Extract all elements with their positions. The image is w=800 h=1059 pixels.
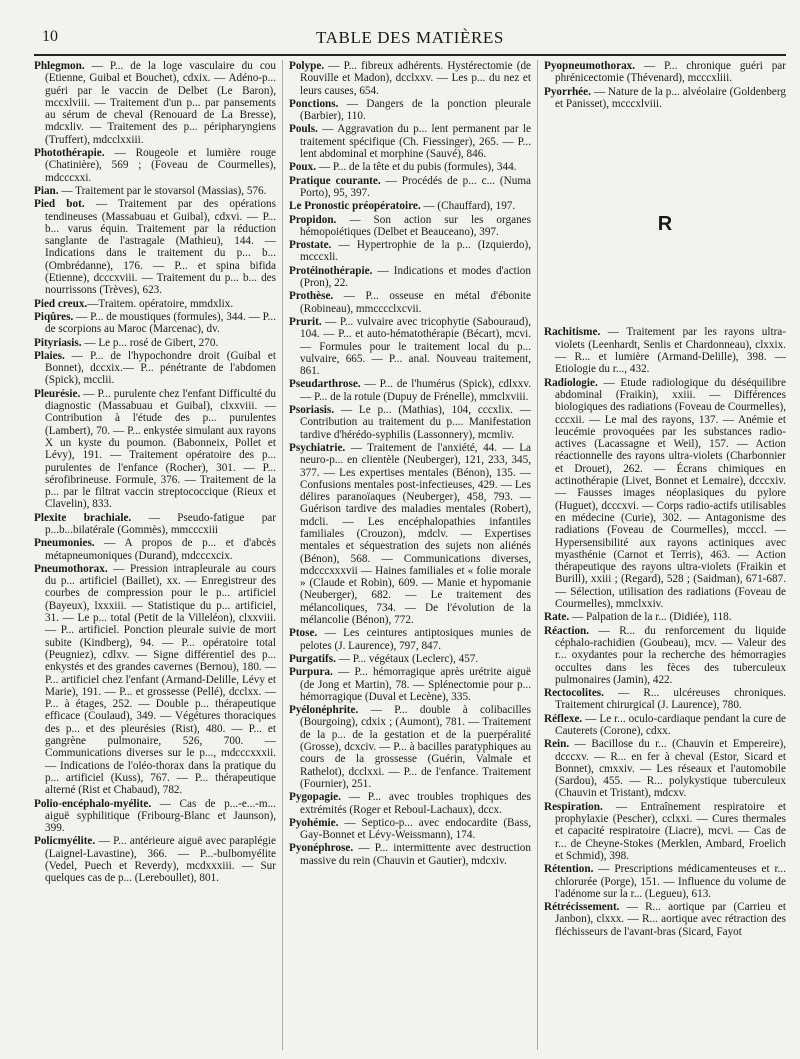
index-references: — R... aortique par (Carrieu et Janbon), clxxx. — R... aortique avec rétraction des fléchisseurs de l'avant-bras (Sicard, Fayot [555,901,786,938]
index-entry [34,563,276,797]
index-references: — Traitement par le stovarsol (Massias), 576. [58,184,267,197]
index-entry [34,60,276,146]
page-header [34,26,786,54]
index-entry [289,791,531,816]
index-term: Pian. [34,184,59,197]
index-entry [34,298,276,310]
index-entry [34,835,276,884]
index-references: — Bacillose du r... (Chauvin et Empereire), dcccxv. — R... en fer à cheval (Estor, Sicard et Bonnet), cmxxiv. — Les réseaux et l'automobile (Sardou), 455. — R... polykystique tuberculeux (Chauvin et Tristant), mdcxv. [555,738,786,800]
index-term: Polio-encéphalo-myélite. [34,797,152,810]
index-entry [544,901,786,938]
index-entry [289,627,531,652]
index-term: Rectocolites. [544,687,604,700]
index-entry [544,86,786,111]
index-term: Pratique courante. [289,174,381,187]
index-references: — P... chronique guéri par phrénicectomie (Thévenard), mcccxliii. [555,60,786,85]
index-references: — P... de moustiques (formules), 344. — P... de scorpions au Maroc (Marcenac), dv. [45,310,276,336]
page-number: 10 [42,28,58,45]
index-entry [289,316,531,377]
index-entry [34,537,276,562]
index-term: Polype. [289,60,325,72]
index-term: Psoriasis. [289,404,335,417]
index-entry [289,666,531,703]
index-term: Pyorrhée. [544,85,591,98]
index-term: Pyohémie. [289,816,339,829]
index-term: Pleurésie. [34,387,81,400]
index-entry [289,239,531,264]
index-references: — P... vulvaire avec tricophytie (Sabouraud), 104. — P... et auto-hématothérapie (Bécart), mcvi. — Formules pour le traitement local du p... vulvaire, 665. — P... anal. Nouveau traitement, 861. [300,315,531,378]
index-references: — Entraînement respiratoire et prophylaxie (Pescher), cclxxi. — Cures thermales et capacité respiratoire (Liacre), mcvi. — Cas de r... de Cheyne-Stokes (Merklen, Ambard, Froelich et Schmid), 398. [555,800,786,862]
index-term: Pied creux. [34,297,88,310]
index-references: — Procédés de p... c... (Numa Porto), 95, 397. [300,174,531,199]
index-entry [289,404,531,441]
index-references: — Etude radiologique du déséquilibre abdominal (Fraikin), xxiii. — Différences biologiques des radiations (Foveau de Courmelles), cccxii. — Le mal des rayons, 137. — Anémie et leucémie provoquées par les substances radio-actives (Lacassagne et Weil), 157. — Action réactionnelle des rayons ultra-violets (Charbonnier et Drouet), 262. — Écrans chimiques en actinothérapie (Livet, Bonnet et Lemaire), dcccxiv. — Fausses images néoplasiques du pylore (Huguet), dcccxvi. — Corps radio-actifs utilisables en médecine (Curie), 302. — Antagonisme des radiations (Foveau de Courmelles), mcccl. — Hypersensibilité aux rayons actiniques avec myasthénie (Carnot et Terris), 463. — Action thérapeutique des rayons ultra-violets (Fraikin et Burill), xxiii ; (Regard), 528 ; (Saidman), 671-687. — Sélection, utilisation des radiations (Foveau de Courmelles), mmclxxiv. [555,376,786,611]
index-term: Plaies. [34,349,65,362]
index-references: — P... intermittente avec destruction massive du rein (Chauvin et Gautier), mdcxiv. [300,842,531,867]
index-entry [289,98,531,123]
index-entry [289,175,531,200]
index-references: — Cas de p...-e...-m... aiguë syphilitique (Fribourg-Blanc et Jaunson), 399. [45,797,276,835]
index-term: Pityriasis. [34,336,82,349]
index-references: — Traitement de l'anxiété, 44. — La neuro-p... en clientèle (Neuberger), 121, 233, 345, 377. — Les expertises mentales (Bénon), 135. — Confusions mentales post-infectieuses, 429. — Les délires paranoïaques (Neuberger), 458, 793. — Guérison tardive des maladies mentales (Robert), mdcli. — Les encéphalopathies infantiles familiales (Crouzon), mdclv. — Expertises mentales et séquestration des sujets non aliénés (Bénon), 568. — Communications diverses, mdcccxxxvii — Haines familiales et « folie morale » (Claude et Robin), 609. — Manie et hypomanie (Neuberger), 682. — Le traitement des mélancoliques, 734. — De l'évolution de la mélancolie (Bénon), 772. [300,441,531,627]
index-columns [34,60,786,1050]
index-references: — (Chauffard), 197. [420,200,516,213]
index-references: — P... de la loge vasculaire du cou (Etienne, Guibal et Bouchet), cdxix. — Adéno-p... guéri par le vaccin de Delbet (Le Baron), mccxlviii. — Traitement d'un p... par pansements au sérum de cheval (Renouard de La Bresse), mdcxliv. — Traitement des p... péripharyngiens (Truffert), mdcclxxiii. [45,60,276,146]
index-entry [34,350,276,387]
index-entry [34,798,276,835]
index-entry [289,123,531,160]
index-entry [289,378,531,403]
index-references: — Prescriptions médicamenteuses et r... chlorurée (Porge), 151. — Influence du volume de l'adénome sur la r... (Legueu), 613. [555,863,786,900]
index-references: — P... osseuse en métal d'ébonite (Robineau), mmcccclxcvii. [300,290,531,315]
index-column-1 [34,60,283,1050]
index-term: Propidon. [289,213,337,226]
index-term: Purgatifs. [289,652,336,665]
index-term: Radiologie. [544,376,598,389]
index-term: Piqûres. [34,310,74,323]
index-term: Protéinothérapie. [289,264,373,277]
index-term: Ptose. [289,627,318,640]
index-entry [544,713,786,738]
index-entry [289,817,531,842]
index-entry [544,60,786,85]
index-references: — P... avec troubles trophiques des extrémités (Roger et Reboul-Lachaux), dccx. [300,791,531,816]
index-entry [544,687,786,712]
index-entry [544,625,786,686]
index-references: — R... ulcéreuses chroniques. Traitement chirurgical (J. Laurence), 780. [555,687,786,712]
index-term: Réflexe. [544,712,583,725]
index-entry [289,290,531,315]
index-references: — Dangers de la ponction pleurale (Barbier), 110. [300,97,531,123]
index-references: — P... de la tête et du pubis (formules), 344. [316,161,517,174]
index-references: — Son action sur les organes hémopoiétiques (Delbet et Beauceano), 397. [300,213,531,238]
index-entry [289,653,531,665]
index-references: — P... antérieure aiguë avec paraplégie (Laignel-Lavastine), 366. — P...-bulbomyélite (Vedel, Puech et Reverdy), mcdxxxiii. — Sur quelques cas de p... (Lereboullet), 801. [45,835,276,885]
index-entry [34,185,276,197]
index-references: — P... fibreux adhérents. Hystérectomie (de Rouville et Madon), dcclxxv. — Les p... du nez et leurs causes, 654. [300,60,531,97]
index-entry [289,161,531,173]
index-entry [544,738,786,799]
index-references: — Hypertrophie de la p... (Izquierdo), mcccxli. [300,239,531,264]
index-entry [544,611,786,623]
index-references: — Pression intrapleurale au cours du p... artificiel (Baillet), xx. — Enregistreur des courbes de compression pour le p... artificiel (Bayeux), lxxxiii. — Statistique du p... artificiel, 31. — Le p... total (Petit de la Villeléon), clxxviii. — P... artificiel. Ponction pleurale suivie de mort subite (Kindberg), 94. — P... opératoire total (Peugniez), cdlxv. — Signe différentiel des p... enkystés et des grandes cavernes (Bernou), 180. — P... artificiel chez l'enfant (Armand-Delille, Lévy et Marie), 191. — P... et grossesse (Pellé), dcclxx. — P... à étages, 252. — Double p... thérapeutique efficace (Coulaud), 349. — Végétures thoraciques des p... et des pleurésies (Rist), 480. — P... et gangrène pulmonaire, 526, 700. — Communications diverses sur le p..., mdcccxxxii. — Indications de l'oléo-thorax dans la pratique du p... artificiel (Kuss), 767. — P... thérapeutique alterné (Rist et Chabaud), 782. [45,562,276,797]
index-term: Pseudarthrose. [289,378,361,391]
index-term: Prothèse. [289,290,334,303]
index-references: — Les ceintures antiptosiques munies de pelotes (J. Laurence), 797, 847. [300,627,531,652]
header-rule [34,54,786,56]
index-entry [289,442,531,626]
index-term: Rate. [544,611,570,624]
index-entry [34,311,276,336]
index-term: Plexite brachiale. [34,511,132,524]
index-term: Photothérapie. [34,147,105,160]
index-term: Pyélonéphrite. [289,704,359,717]
index-entry [544,326,786,375]
index-entry [544,377,786,611]
index-term: Respiration. [544,800,603,813]
index-entry [544,863,786,900]
index-term: Poux. [289,161,317,174]
index-column-2 [289,60,538,1050]
index-column-3 [544,60,786,1050]
index-term: Pygopagie. [289,791,341,804]
index-entry [289,704,531,790]
index-term: Rachitisme. [544,326,601,339]
index-references: — Le r... oculo-cardiaque pendant la cure de Cauterets (Corone), cdxx. [555,712,786,737]
index-entry [34,198,276,296]
index-term: Réaction. [544,624,590,637]
index-entry [34,512,276,537]
index-references: — Rougeole et lumière rouge (Chatinière), 569 ; (Foveau de Courmelles), mdcccxxi. [45,147,276,184]
index-references: — P... hémorragique après urétrite aiguë (de Jong et Martin), 78. — Splénectomie pour p... hémorragique (Duval et Lecène), 335. [300,666,531,703]
index-references: — P... double à colibacilles (Bourgoing), cdxix ; (Aumont), 781. — Traitement de la p... de la gestation et de la puerpéralité (Grosse), dcxciv. — P... à bacilles paratyphiques au cours de la grossesse (Guérin, Valmale et Rathelot), dcclxxi. — P... de l'enfance. Traitement (Fournier), 251. [300,704,531,790]
index-entry [289,200,531,212]
index-references: — Pseudo-fatigue par p...b...bilatérale (Gommès), mmcccxiii [45,511,276,536]
index-references: — P... de l'humérus (Spick), cdlxxv. — P... de la rotule (Dupuy de Frénelle), mmclxviii. [300,378,531,403]
index-term: Prostate. [289,239,332,252]
index-term: Le Pronostic préopératoire. [289,200,421,213]
index-term: Pneumothorax. [34,562,108,575]
index-references: — Indications et modes d'action (Pron), 22. [300,264,531,290]
index-term: Pneumonies. [34,537,95,550]
index-term: Rétention. [544,863,594,876]
index-references: — Traitement par les rayons ultra-violets (Leenhardt, Senlis et Chardonneau), clxxix. — R... et lumière (Armand-Delille), 398. — Etiologie du r..., 432. [555,326,786,376]
index-term: Pouls. [289,123,318,136]
index-references: — P... purulente chez l'enfant Difficulté du diagnostic (Massabuau et Guibal), clxxviii. — Contribution à l'étude des p... purulentes (Lambert), 70. — P... enkystée simulant aux rayons X un kyste du poumon. (Babonneix, Pollet et Lévy), 191. — Traitement opératoire des p... purulentes de l'enfance (Rocher), 301. — P... sérofibrineuse. Formule, 376. — Traitement de la p... par le filtrat vaccin streptococcique (Rieux et Clavelin), 833. [45,387,276,511]
index-references: —Traitem. opératoire, mmdxlix. [87,297,234,310]
index-term: Prurit. [289,315,322,328]
index-references: — Le p... (Mathias), 104, cccxlix. — Contribution au traitement du p.... Manifestation tardive d'hérédo-syphilis (Lassonnery), mcmliv. [300,404,531,441]
index-term: Psychiatrie. [289,441,346,454]
index-entry [544,801,786,862]
index-references: — P... végétaux (Leclerc), 457. [335,652,479,665]
section-letter: R [657,213,673,236]
index-term: Phlegmon. [34,60,85,72]
index-references: — Palpation de la r... (Didiée), 118. [569,611,732,624]
index-term: Rein. [544,738,570,751]
index-term: Rétrécissement. [544,901,620,914]
index-term: Pied bot. [34,198,85,211]
index-references: — Le p... rosé de Gibert, 270. [81,336,219,349]
index-term: Pyonéphrose. [289,842,354,855]
index-references: — P... de l'hypochondre droit (Guibal et Bonnet), dccxix.— P... pénétrante de l'abdomen (Spick), mcclii. [45,349,276,387]
index-entry [289,60,531,97]
index-entry [34,147,276,184]
index-references: — A propos de p... et d'abcès métapneumoniques (Durand), mdcccxcix. [45,537,276,562]
index-references: — Aggravation du p... lent permanent par le traitement spécifique (Ch. Fiessinger), 265. — P... lent abdominal et morphine (Sauvé), 846. [300,123,531,161]
index-references: — Traitement par des opérations tendineuses (Massabuau et Guibal), cdxvi. — P... b... varus équin. Traitement par la réduction sanglante de l'astragale (Mathieu), 144. — Indications dans le traitement du p... b... (Ombrédanne), 176. — P... et spina bifida (Etienne), dcccxviii. — Traitement du p... b... des nourrissons (Trèves), 623. [45,198,277,297]
index-entry [289,214,531,239]
index-references: — Septico-p... avec endocardite (Bass, Gay-Bonnet et Lévy-Weissmann), 174. [300,816,531,842]
index-entry [289,265,531,290]
index-references: — Nature de la p... alvéolaire (Goldenberg et Panisset), mcccxlviii. [555,85,786,110]
index-entry [289,842,531,867]
index-entry [34,337,276,349]
index-term: Policmyélite. [34,835,96,848]
index-term: Pyopneumothorax. [544,60,636,72]
index-entry [34,388,276,511]
index-term: Ponctions. [289,97,339,110]
index-references: — R... du renforcement du liquide céphalo-rachidien (Goubeau), mcv. — Valeur des r... oxydantes pour la recherche des hémorragies occultes dans les fèces des tuberculeux pulmonaires (Jamin), 422. [555,624,786,686]
running-title: TABLE DES MATIÈRES [316,28,504,47]
index-term: Purpura. [289,666,333,679]
